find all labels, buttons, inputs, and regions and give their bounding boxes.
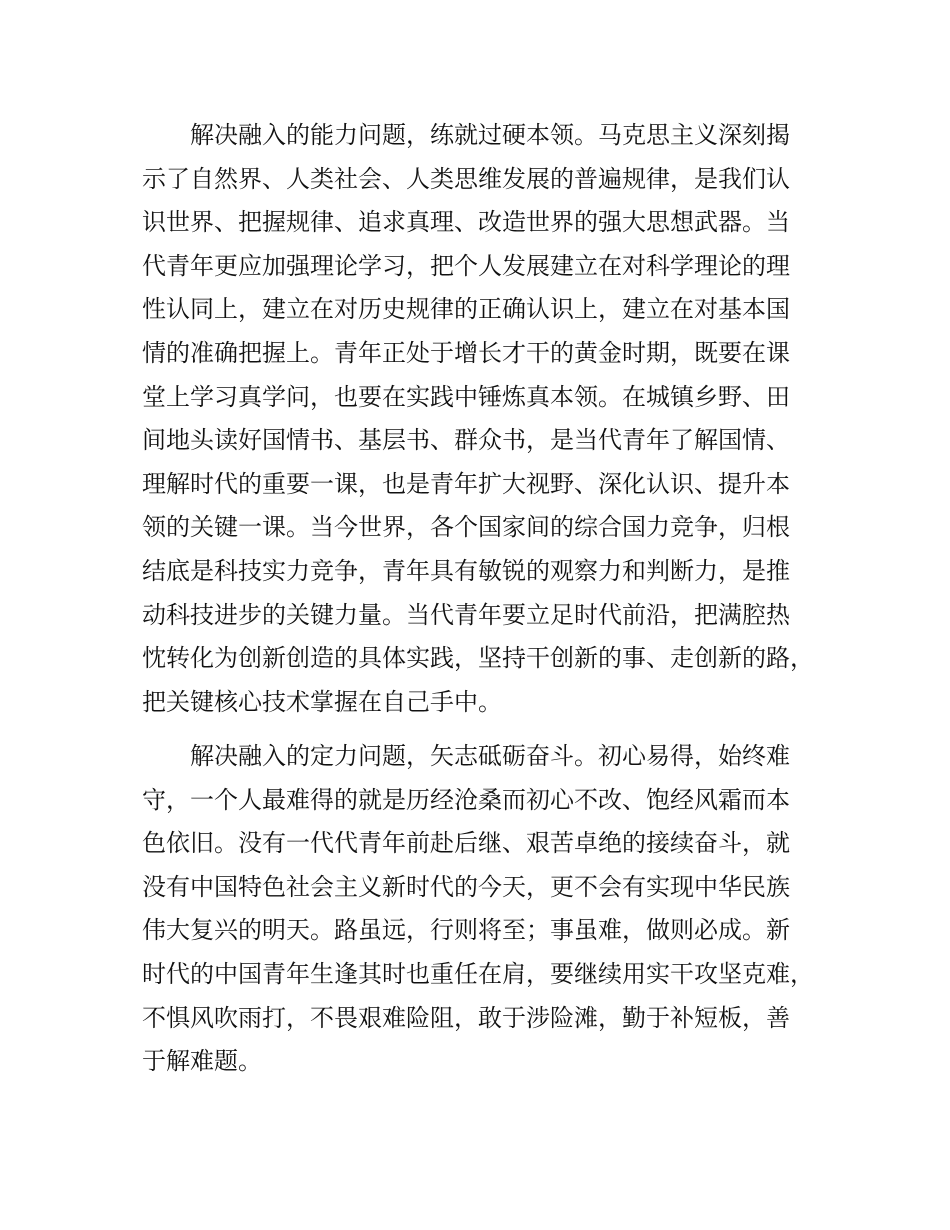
paragraph-resolve (142, 735, 842, 1084)
paragraph-line: 时代的中国青年生逢其时也重任在肩，要继续用实干攻坚克难， (142, 959, 814, 988)
paragraph-line: 守，一个人最难得的就是历经沧桑而初心不改、饱经风霜而本 (142, 785, 790, 814)
paragraph-line: 情的准确把握上。青年正处于增长才干的黄金时期，既要在课 (142, 338, 790, 367)
paragraph-line: 于解难题。 (142, 1047, 262, 1076)
paragraph-line: 把关键核心技术掌握在自己手中。 (142, 687, 502, 716)
paragraph-line: 色依旧。没有一代代青年前赴后继、艰苦卓绝的接续奋斗，就 (142, 829, 790, 858)
paragraph-line: 性认同上，建立在对历史规律的正确认识上，建立在对基本国 (142, 295, 790, 324)
paragraph-line: 理解时代的重要一课，也是青年扩大视野、深化认识、提升本 (142, 469, 790, 498)
paragraph-line: 堂上学习真学问，也要在实践中锤炼真本领。在城镇乡野、田 (142, 382, 790, 411)
paragraph-line: 伟大复兴的明天。路虽远，行则将至；事虽难，做则必成。新 (142, 916, 790, 945)
paragraph-line: 结底是科技实力竞争，青年具有敏锐的观察力和判断力，是推 (142, 556, 790, 585)
paragraph-line: 解决融入的能力问题，练就过硬本领。马克思主义深刻揭 (190, 121, 790, 149)
paragraph-line: 没有中国特色社会主义新时代的今天，更不会有实现中华民族 (142, 872, 790, 901)
paragraph-ability (142, 114, 842, 724)
paragraph-line: 动科技进步的关键力量。当代青年要立足时代前沿，把满腔热 (142, 600, 790, 629)
paragraph-line: 间地头读好国情书、基层书、群众书，是当代青年了解国情、 (142, 426, 790, 455)
paragraph-line: 识世界、把握规律、追求真理、改造世界的强大思想武器。当 (142, 208, 790, 237)
paragraph-line: 领的关键一课。当今世界，各个国家间的综合国力竞争，归根 (142, 513, 790, 542)
paragraph-line: 代青年更应加强理论学习，把个人发展建立在对科学理论的理 (142, 251, 790, 280)
paragraph-line: 示了自然界、人类社会、人类思维发展的普遍规律，是我们认 (142, 164, 790, 193)
paragraph-line: 忱转化为创新创造的具体实践，坚持干创新的事、走创新的路， (142, 644, 814, 673)
paragraph-line: 不惧风吹雨打，不畏艰难险阻，敢于涉险滩，勤于补短板，善 (142, 1003, 790, 1032)
paragraph-line: 解决融入的定力问题，矢志砥砺奋斗。初心易得，始终难 (190, 742, 790, 770)
